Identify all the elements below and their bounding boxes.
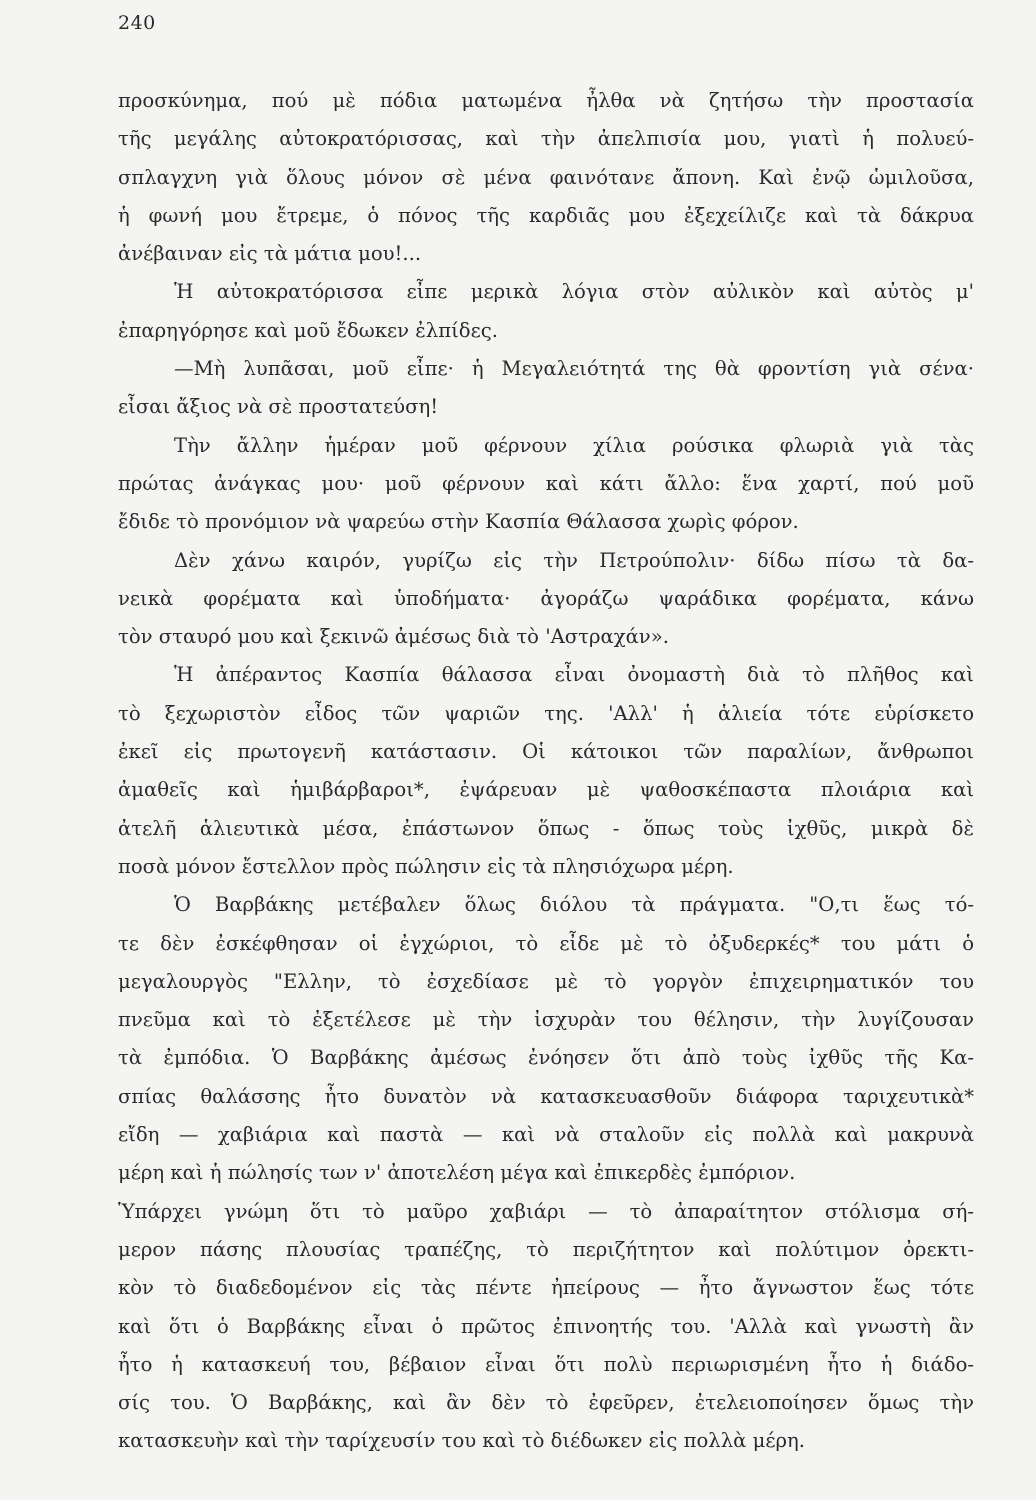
text-line: ἐπαρηγόρησε καὶ μοῦ ἔδωκεν ἐλπίδες. [118,318,498,342]
text-line: σίς του. Ὁ Βαρβάκης, καὶ ἂν δὲν τὸ ἐφεῦρεν, ἐτελειοποίησεν ὅμως τὴν [118,1391,974,1415]
text-line: καὶ ὅτι ὁ Βαρβάκης εἶναι ὁ πρῶτος ἐπινοητής του. 'Αλλὰ καὶ γνωστὴ ἂν [118,1314,974,1338]
text-line: πρώτας ἀνάγκας μου· μοῦ φέρνουν καὶ κάτι ἄλλο: ἕνα χαρτί, πού μοῦ [118,471,974,495]
text-line: σπίας θαλάσσης ἦτο δυνατὸν νὰ κατασκευασθοῦν διάφορα ταριχευτικὰ* [118,1084,974,1108]
text-line: Ἡ αὐτοκρατόρισσα εἶπε μερικὰ λόγια στὸν αὐλικὸν καὶ αὐτὸς μ' [174,280,974,304]
text-line: τὸν σταυρό μου καὶ ξεκινῶ ἀμέσως διὰ τὸ 'Αστραχάν». [118,625,669,649]
text-line: προσκύνημα, πού μὲ πόδια ματωμένα ἦλθα νὰ ζητήσω τὴν προστασία [118,89,974,112]
text-line: τε δὲν ἐσκέφθησαν οἱ ἐγχώριοι, τὸ εἶδε μὲ τὸ ὀξυδερκές* του μάτι ὁ [118,931,974,955]
text-line: τὰ ἐμπόδια. Ὁ Βαρβάκης ἀμέσως ἐνόησεν ὅτι ἀπὸ τοὺς ἰχθῦς τῆς Κα- [118,1046,974,1070]
text-line: μέρη καὶ ἡ πώλησίς των ν' ἀποτελέση μέγα καὶ ἐπικερδὲς ἐμπόριον. [118,1161,796,1185]
text-line: Ὑπάρχει γνώμη ὅτι τὸ μαῦρο χαβιάρι — τὸ ἀπαραίτητον στόλισμα σή- [118,1199,974,1223]
text-line: πνεῦμα καὶ τὸ ἐξετέλεσε μὲ τὴν ἰσχυρὰν του θέλησιν, τὴν λυγίζουσαν [118,1008,974,1032]
text-line: Ὁ Βαρβάκης μετέβαλεν ὅλως διόλου τὰ πράγματα. "Ο,τι ἕως τό- [174,893,974,917]
text-line: ἦτο ἡ κατασκευή του, βέβαιον εἶναι ὅτι πολὺ περιωρισμένη ἦτο ἡ διάδο- [118,1352,974,1376]
text-line: ἀτελῆ ἁλιευτικὰ μέσα, ἐπάστωνον ὅπως - ὅπως τοὺς ἰχθῦς, μικρὰ δὲ [118,816,974,840]
text-line: κὸν τὸ διαδεδομένον εἰς τὰς πέντε ἠπείρους — ἦτο ἄγνωστον ἕως τότε [118,1276,974,1300]
text-line: μεγαλουργὸς "Ελλην, τὸ ἐσχεδίασε μὲ τὸ γοργὸν ἐπιχειρηματικόν του [118,969,974,993]
text-line: —Μὴ λυπᾶσαι, μοῦ εἶπε· ἡ Μεγαλειότητά της θὰ φροντίση γιὰ σένα· [174,357,974,381]
text-line: μερον πάσης πλουσίας τραπέζης, τὸ περιζήτητον καὶ πολύτιμον ὀρεκτι- [118,1237,974,1261]
text-line: ἐκεῖ εἰς πρωτογενῆ κατάστασιν. Οἱ κάτοικοι τῶν παραλίων, ἄνθρωποι [118,740,974,764]
text-line: εἶσαι ἄξιος νὰ σὲ προστατεύση! [118,395,439,419]
text-line: νεικὰ φορέματα καὶ ὑποδήματα· ἀγοράζω ψαράδικα φορέματα, κάνω [118,586,974,610]
text-line: τῆς μεγάλης αὐτοκρατόρισσας, καὶ τὴν ἀπελπισία μου, γιατὶ ἡ πολυεύ- [118,127,974,151]
text-line: ἡ φωνή μου ἔτρεμε, ὁ πόνος τῆς καρδιᾶς μου ἐξεχείλιζε καὶ τὰ δάκρυα [118,203,974,227]
page-number: 240 [118,12,156,34]
text-line: τὸ ξεχωριστὸν εἶδος τῶν ψαριῶν της. 'Αλλ' ἡ ἁλιεία τότε εὑρίσκετο [118,701,974,725]
body-text [118,82,974,1461]
text-line: ἀνέβαιναν εἰς τὰ μάτια μου!... [118,242,422,266]
text-line: ποσὰ μόνον ἔστελλον πρὸς πώλησιν εἰς τὰ πλησιόχωρα μέρη. [118,854,734,878]
text-line: Δὲν χάνω καιρόν, γυρίζω εἰς τὴν Πετρούπολιν· δίδω πίσω τὰ δα- [174,548,974,572]
text-line: σπλαγχνη γιὰ ὅλους μόνον σὲ μένα φαινότανε ἄπονη. Καὶ ἐνῷ ὡμιλοῦσα, [118,165,974,189]
text-line: Τὴν ἄλλην ἡμέραν μοῦ φέρνουν χίλια ρούσικα φλωριὰ γιὰ τὰς [174,433,974,457]
text-line: εἴδη — χαβιάρια καὶ παστὰ — καὶ νὰ σταλοῦν εἰς πολλὰ καὶ μακρυνὰ [118,1123,974,1147]
text-line: ἔδιδε τὸ προνόμιον νὰ ψαρεύω στὴν Κασπία Θάλασσα χωρὶς φόρον. [118,510,799,534]
text-line: Ἡ ἀπέραντος Κασπία θάλασσα εἶναι ὀνομαστὴ διὰ τὸ πλῆθος καὶ [174,663,974,687]
text-line: ἀμαθεῖς καὶ ἡμιβάρβαροι*, ἐψάρευαν μὲ ψαθοσκέπαστα πλοιάρια καὶ [118,778,974,802]
text-line: κατασκευὴν καὶ τὴν ταρίχευσίν του καὶ τὸ διέδωκεν εἰς πολλὰ μέρη. [118,1429,805,1453]
